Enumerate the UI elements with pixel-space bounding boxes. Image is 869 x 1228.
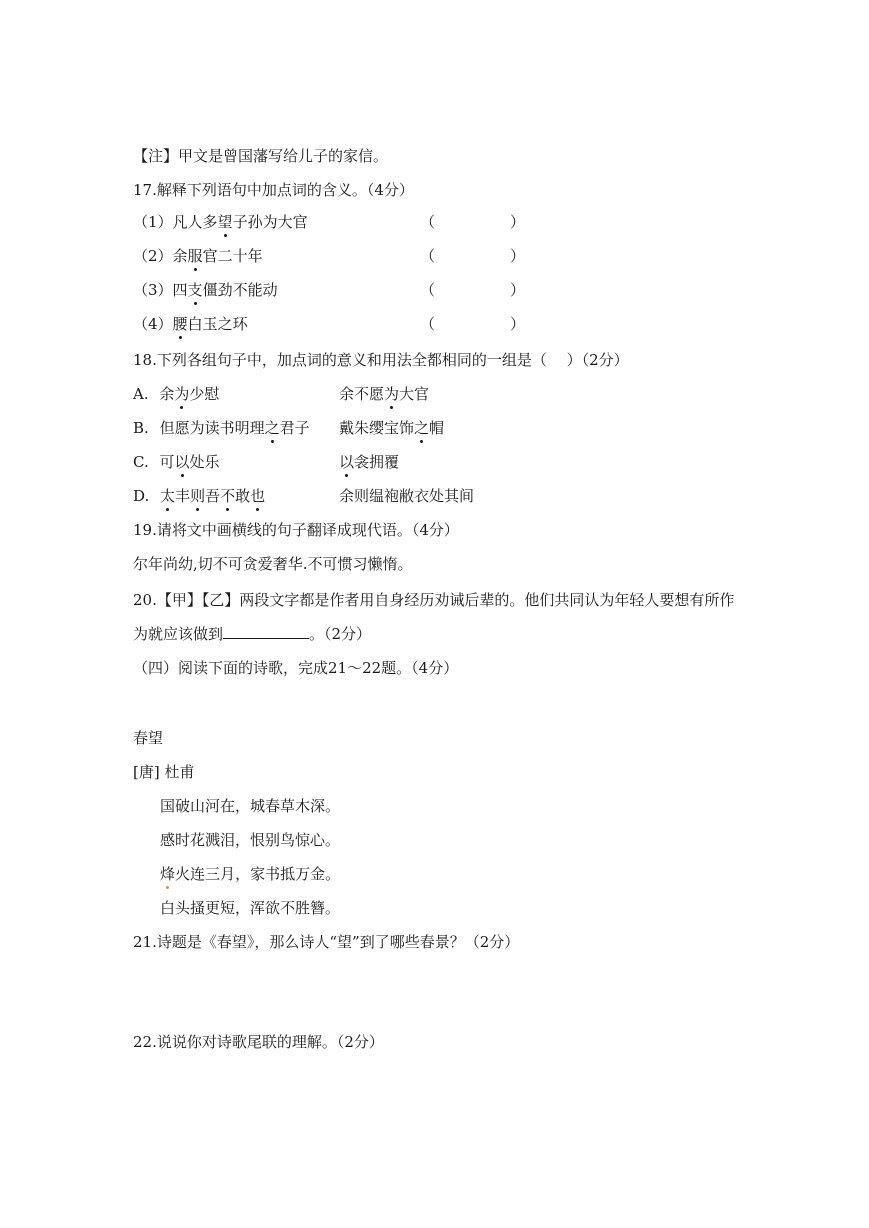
dotted-word: 为 [174,385,190,403]
poem-title: 春望 [133,729,164,747]
dotted-char: 太 [160,487,176,505]
answer-paren: （ ） [420,213,526,231]
q21-stem: 21.诗题是《春望》，那么诗人“望”到了哪些春景？（2分） [133,933,520,951]
dotted-char: 烽 [160,865,176,883]
poem-author: [唐] 杜甫 [133,763,195,781]
q22-stem: 22.说说你对诗歌尾联的理解。（2分） [133,1033,384,1051]
dotted-char: 则 [190,487,206,505]
q17-item-3: （3）四支僵劲不能动 （ ） [133,281,526,299]
dotted-char: 也 [250,487,266,505]
q19-sentence: 尔年尚幼,切不可贪爱奢华.不可惯习懒惰。 [133,555,413,573]
dotted-word: 腰 [172,315,188,333]
note-text: 【注】甲文是曾国藩写给儿子的家信。 [133,147,389,165]
q20-line1: 20.【甲】【乙】两段文字都是作者用自身经历劝诫后辈的。他们共同认为年轻人要想有所作 [133,591,735,609]
option-letter: C. [133,453,149,471]
option-d-left: 太丰则吾不敢也 [160,487,266,505]
option-letter: A. [133,385,149,403]
dotted-word: 以 [339,453,355,471]
dotted-word: 以 [174,453,190,471]
q18-option-c: C. 可以处乐 以衾拥覆 [133,453,400,471]
dotted-char: 不 [220,487,236,505]
poem-line-4: 白头搔更短，浑欲不胜簪。 [160,899,341,917]
answer-paren: （ ） [420,315,526,333]
q18-option-d [133,486,475,506]
answer-paren: （ ） [420,281,526,299]
q18-option-b: B. 但愿为读书明理之君子 戴朱缨宝饰之帽 [133,419,445,437]
q17-stem: 17.解释下列语句中加点词的含义。（4分） [133,181,414,199]
q20-line2: 为就应该做到 。（2分） [133,625,372,643]
q17-item-2: （2）余服官二十年 （ ） [133,247,526,265]
poem-line-2: 感时花溅泪，恨别鸟惊心。 [160,831,341,849]
option-letter: D. [133,487,150,505]
q18-option-a: A. 余为少慰 余不愿为大官 [133,385,430,403]
dotted-word: 之 [264,419,280,437]
q17-item-1: （1）凡人多望子孙为大官 （ ） [133,213,526,231]
q19-stem: 19.请将文中画横线的句子翻译成现代语。（4分） [133,521,459,539]
poem-line-3: 烽火连三月，家书抵万金。 [160,865,341,883]
option-d-right: 余则缊袍敝衣处其间 [339,487,475,505]
dotted-word: 服 [187,247,203,265]
answer-paren: （ ） [420,247,526,265]
dotted-word: 望 [217,213,233,231]
dotted-word: 为 [384,385,400,403]
option-letter: B. [133,419,149,437]
section-4-heading: （四）阅读下面的诗歌，完成21～22题。（4分） [133,659,459,677]
answer-blank [223,624,309,639]
q18-stem: 18.下列各组句子中，加点词的意义和用法全都相同的一组是（ ）（2分） [133,351,629,369]
q17-item-4: （4）腰白玉之环 （ ） [133,315,526,333]
poem-line-1: 国破山河在，城春草木深。 [160,797,341,815]
dotted-word: 支 [187,281,203,299]
dotted-word: 之 [414,419,430,437]
